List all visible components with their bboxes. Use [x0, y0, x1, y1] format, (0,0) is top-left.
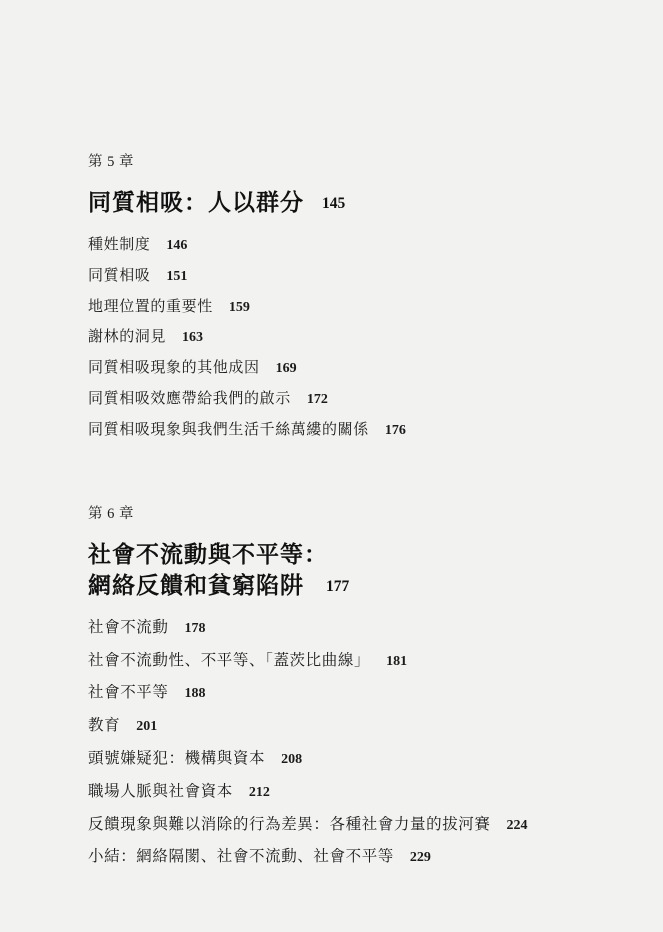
chapter-title-line-2-text: 網絡反饋和貧窮陷阱 — [88, 572, 304, 598]
toc-entry-page: 169 — [275, 361, 297, 377]
toc-entry[interactable] — [88, 421, 583, 440]
chapter-title-text: 同質相吸：人以群分 — [88, 190, 304, 215]
toc-entry-page: 181 — [386, 653, 408, 669]
toc-entry[interactable] — [88, 390, 583, 409]
toc-entry-title: 社會不流動性、不平等、「蓋茨比曲線」 — [88, 651, 371, 669]
toc-entry-title: 同質相吸 — [88, 267, 151, 284]
chapter-title-line-1: 社會不流動與不平等： — [88, 541, 328, 567]
toc-entry-page: 229 — [409, 850, 431, 866]
chapter-section-5 — [88, 150, 583, 440]
toc-entry-page: 151 — [166, 268, 188, 284]
toc-entry-title: 同質相吸效應帶給我們的啟示 — [88, 391, 291, 408]
toc-entry-page: 212 — [248, 784, 270, 800]
toc-entry-title: 反饋現象與難以消除的行為差異：各種社會力量的拔河賽 — [88, 815, 491, 833]
toc-entry-page: 188 — [184, 686, 206, 702]
chapter-label: 第 6 章 — [88, 505, 134, 522]
toc-entry-title: 小結：網絡隔閡、社會不流動、社會不平等 — [88, 848, 394, 866]
toc-entry-page: 208 — [281, 751, 303, 767]
toc-entry-title: 社會不平等 — [88, 684, 169, 702]
toc-entry-title: 種姓制度 — [88, 237, 151, 254]
toc-entry[interactable] — [88, 619, 583, 638]
toc-entry-page: 146 — [166, 238, 188, 254]
toc-entry[interactable] — [88, 750, 583, 769]
toc-entry[interactable] — [88, 816, 583, 835]
chapter-title-line-2 — [88, 570, 583, 601]
toc-entry[interactable] — [88, 652, 583, 671]
toc-entry-page: 176 — [384, 422, 406, 438]
toc-entry-list — [88, 236, 583, 440]
toc-entry-page: 178 — [184, 620, 206, 636]
toc-entry-title: 同質相吸現象與我們生活千絲萬縷的關係 — [88, 421, 369, 438]
toc-entry-page: 172 — [306, 392, 328, 408]
toc-entry-title: 謝林的洞見 — [88, 329, 167, 346]
chapter-section-6 — [88, 502, 583, 867]
toc-entry[interactable] — [88, 267, 583, 286]
chapter-label: 第 5 章 — [88, 154, 134, 170]
toc-entry-page: 201 — [136, 719, 158, 735]
toc-entry-title: 社會不流動 — [88, 618, 169, 636]
toc-entry-page: 224 — [506, 817, 528, 833]
toc-entry[interactable] — [88, 298, 583, 317]
toc-entry[interactable] — [88, 684, 583, 703]
toc-entry[interactable] — [88, 848, 583, 867]
toc-entry[interactable] — [88, 359, 583, 378]
toc-entry-page: 159 — [228, 299, 250, 315]
toc-entry[interactable] — [88, 328, 583, 347]
toc-entry[interactable] — [88, 783, 583, 802]
toc-entry-page: 163 — [182, 330, 204, 346]
toc-entry-title: 地理位置的重要性 — [88, 298, 213, 315]
toc-entry-title: 教育 — [88, 717, 121, 735]
toc-entry-list — [88, 619, 583, 867]
chapter-title — [88, 187, 583, 218]
chapter-title-page: 145 — [322, 195, 346, 212]
toc-entry-title: 頭號嫌疑犯：機構與資本 — [88, 749, 266, 767]
toc-entry-title: 同質相吸現象的其他成因 — [88, 360, 260, 377]
toc-entry[interactable] — [88, 717, 583, 736]
chapter-title-page: 177 — [326, 577, 350, 595]
toc-entry[interactable] — [88, 236, 583, 255]
chapter-title — [88, 539, 583, 601]
toc-entry-title: 職場人脈與社會資本 — [88, 782, 233, 800]
section-spacer — [88, 452, 583, 502]
